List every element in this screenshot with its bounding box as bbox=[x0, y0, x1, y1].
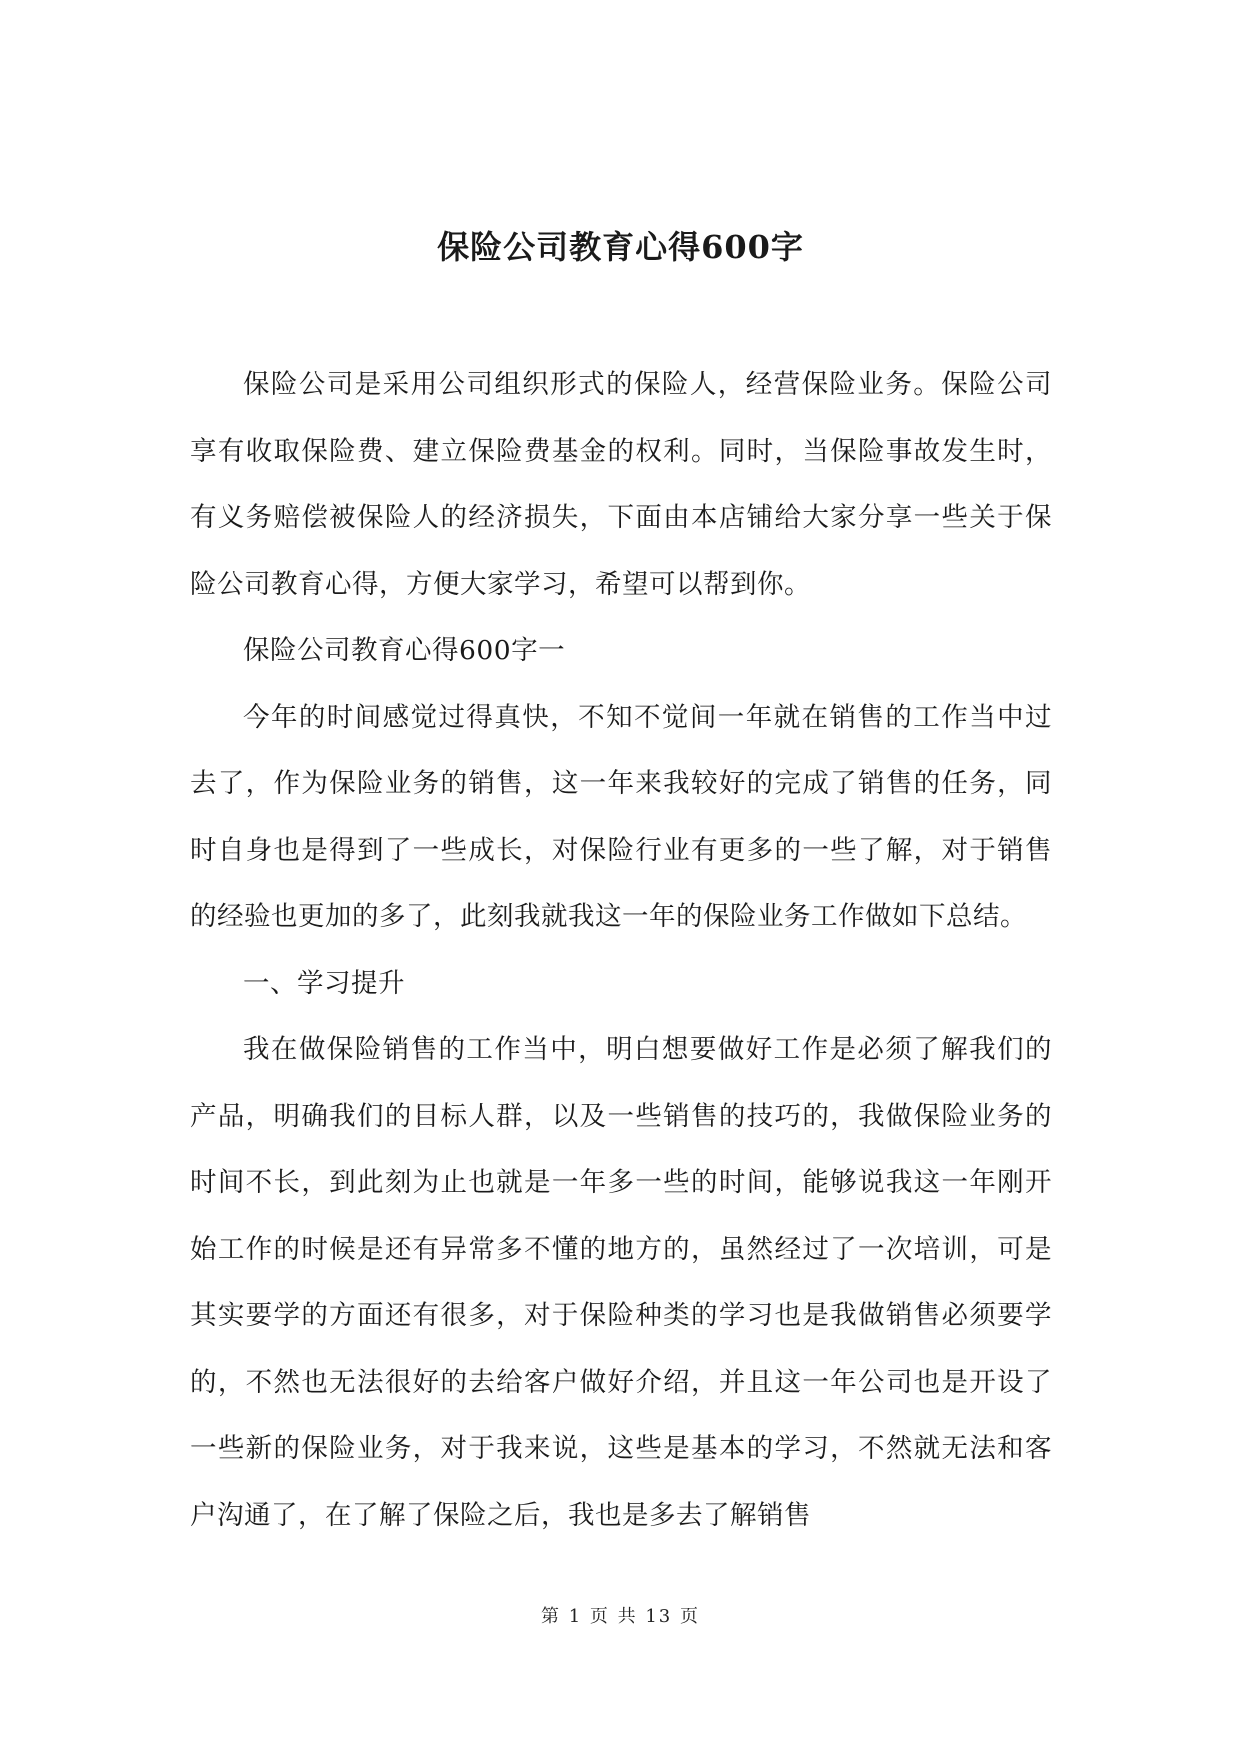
document-title: 保险公司教育心得600字 bbox=[437, 228, 804, 266]
paragraph-summary: 今年的时间感觉过得真快，不知不觉间一年就在销售的工作当中过去了，作为保险业务的销售，这一年来我较好的完成了销售的任务，同时自身也是得到了一些成长，对保险行业有更多的一些了解，对于销售的经验也更加的多了，此刻我就我这一年的保险业务工作做如下总结。 bbox=[190, 701, 1052, 932]
paragraph-section-heading: 保险公司教育心得600字一 bbox=[243, 635, 566, 666]
page-footer: 第 1 页 共 13 页 bbox=[541, 1606, 700, 1627]
paragraph-subheading-study: 一、学习提升 bbox=[243, 967, 405, 999]
document-body bbox=[190, 352, 1052, 1549]
paragraph-intro: 保险公司是采用公司组织形式的保险人，经营保险业务。保险公司享有收取保险费、建立保险费基金的权利。同时，当保险事故发生时，有义务赔偿被保险人的经济损失，下面由本店铺给大家分享一些关于保险公司教育心得，方便大家学习，希望可以帮到你。 bbox=[190, 369, 1052, 600]
paragraph-study-content: 我在做保险销售的工作当中，明白想要做好工作是必须了解我们的产品，明确我们的目标人群，以及一些销售的技巧的，我做保险业务的时间不长，到此刻为止也就是一年多一些的时间，能够说我这一年刚开始工作的时候是还有异常多不懂的地方的，虽然经过了一次培训，可是其实要学的方面还有很多，对于保险种类的学习也是我做销售必须要学的，不然也无法很好的去给客户做好介绍，并且这一年公司也是开设了一些新的保险业务，对于我来说，这些是基本的学习，不然就无法和客户沟通了，在了解了保险之后，我也是多去了解销售 bbox=[190, 1034, 1052, 1531]
